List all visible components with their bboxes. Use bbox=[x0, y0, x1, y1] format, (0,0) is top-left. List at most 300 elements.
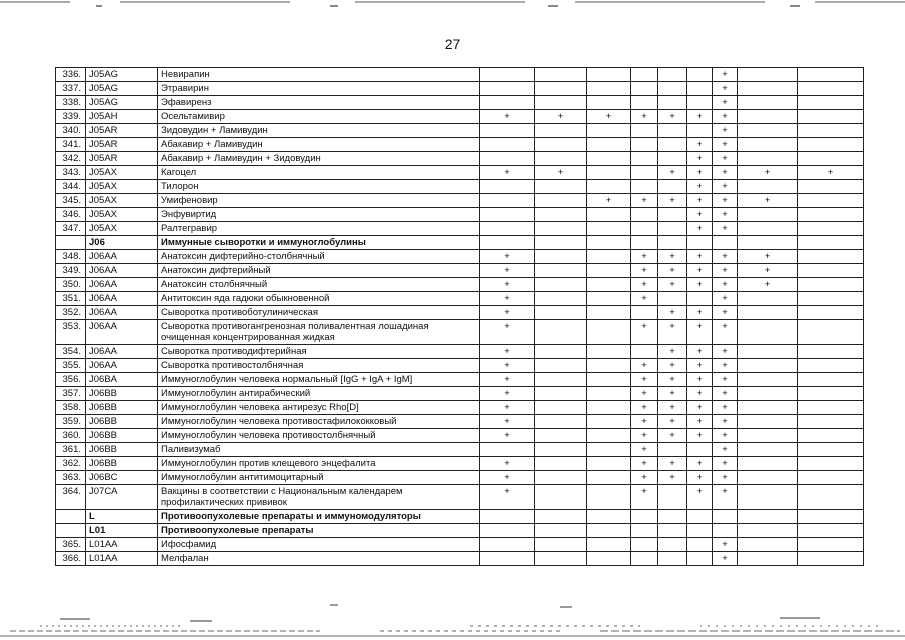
mark-cell bbox=[587, 429, 631, 443]
atc-code-cell: J05AR bbox=[86, 152, 158, 166]
row-number-cell: 354. bbox=[56, 345, 86, 359]
mark-cell bbox=[738, 485, 798, 510]
atc-code-cell: J06BB bbox=[86, 387, 158, 401]
atc-code-cell: J05AH bbox=[86, 110, 158, 124]
mark-cell bbox=[738, 457, 798, 471]
mark-cell: + bbox=[713, 110, 738, 124]
mark-cell bbox=[535, 68, 587, 82]
group-row bbox=[56, 524, 864, 538]
mark-cell: + bbox=[687, 264, 713, 278]
mark-cell bbox=[480, 194, 535, 208]
mark-cell bbox=[798, 278, 864, 292]
drug-name-cell: Сыворотка противостолбнячная bbox=[158, 359, 480, 373]
atc-code-cell: J06 bbox=[86, 236, 158, 250]
mark-cell bbox=[587, 387, 631, 401]
mark-cell bbox=[631, 138, 658, 152]
mark-cell bbox=[687, 510, 713, 524]
drug-name-cell: Невирапин bbox=[158, 68, 480, 82]
mark-cell bbox=[631, 538, 658, 552]
mark-cell bbox=[798, 387, 864, 401]
mark-cell bbox=[535, 429, 587, 443]
table-row bbox=[56, 68, 864, 82]
drug-name-cell: Анатоксин дифтерийно-столбнячный bbox=[158, 250, 480, 264]
mark-cell: + bbox=[480, 359, 535, 373]
mark-cell bbox=[687, 82, 713, 96]
mark-cell bbox=[587, 138, 631, 152]
mark-cell bbox=[798, 180, 864, 194]
mark-cell bbox=[631, 166, 658, 180]
mark-cell bbox=[713, 236, 738, 250]
mark-cell: + bbox=[738, 194, 798, 208]
mark-cell: + bbox=[631, 110, 658, 124]
table-row bbox=[56, 278, 864, 292]
mark-cell: + bbox=[738, 278, 798, 292]
mark-cell bbox=[658, 510, 687, 524]
mark-cell bbox=[480, 82, 535, 96]
mark-cell bbox=[713, 524, 738, 538]
mark-cell: + bbox=[713, 138, 738, 152]
mark-cell bbox=[587, 373, 631, 387]
mark-cell bbox=[535, 208, 587, 222]
atc-code-cell: J06AA bbox=[86, 264, 158, 278]
mark-cell: + bbox=[658, 306, 687, 320]
mark-cell: + bbox=[713, 152, 738, 166]
mark-cell bbox=[587, 124, 631, 138]
mark-cell bbox=[738, 306, 798, 320]
mark-cell bbox=[798, 401, 864, 415]
mark-cell bbox=[535, 538, 587, 552]
mark-cell bbox=[587, 510, 631, 524]
mark-cell bbox=[587, 485, 631, 510]
mark-cell bbox=[798, 194, 864, 208]
table-row bbox=[56, 194, 864, 208]
mark-cell: + bbox=[738, 166, 798, 180]
row-number-cell: 342. bbox=[56, 152, 86, 166]
mark-cell bbox=[480, 538, 535, 552]
mark-cell: + bbox=[713, 373, 738, 387]
atc-code-cell: J05AX bbox=[86, 166, 158, 180]
mark-cell: + bbox=[687, 306, 713, 320]
drug-name-cell: Умифеновир bbox=[158, 194, 480, 208]
row-number-cell: 344. bbox=[56, 180, 86, 194]
drug-name-cell: Иммуноглобулин против клещевого энцефалита bbox=[158, 457, 480, 471]
mark-cell bbox=[798, 82, 864, 96]
mark-cell bbox=[587, 524, 631, 538]
row-number-cell: 350. bbox=[56, 278, 86, 292]
mark-cell bbox=[687, 124, 713, 138]
mark-cell bbox=[798, 320, 864, 345]
atc-code-cell: J06AA bbox=[86, 250, 158, 264]
mark-cell: + bbox=[658, 457, 687, 471]
mark-cell bbox=[480, 524, 535, 538]
mark-cell bbox=[631, 236, 658, 250]
mark-cell bbox=[738, 110, 798, 124]
mark-cell: + bbox=[713, 166, 738, 180]
drug-name-cell: Иммуноглобулин человека противостафилококковый bbox=[158, 415, 480, 429]
atc-code-cell: J06AA bbox=[86, 320, 158, 345]
table-row bbox=[56, 180, 864, 194]
mark-cell bbox=[738, 68, 798, 82]
mark-cell: + bbox=[658, 250, 687, 264]
mark-cell: + bbox=[631, 443, 658, 457]
mark-cell bbox=[798, 359, 864, 373]
row-number-cell: 358. bbox=[56, 401, 86, 415]
mark-cell bbox=[658, 222, 687, 236]
drug-name-cell: Иммуноглобулин человека нормальный [IgG + IgA + IgM] bbox=[158, 373, 480, 387]
mark-cell bbox=[738, 345, 798, 359]
mark-cell bbox=[738, 208, 798, 222]
row-number-cell: 356. bbox=[56, 373, 86, 387]
table-row bbox=[56, 250, 864, 264]
table-row bbox=[56, 443, 864, 457]
mark-cell bbox=[535, 278, 587, 292]
row-number-cell: 347. bbox=[56, 222, 86, 236]
table-row bbox=[56, 373, 864, 387]
mark-cell bbox=[631, 96, 658, 110]
drug-name-cell: Энфувиртид bbox=[158, 208, 480, 222]
mark-cell bbox=[798, 292, 864, 306]
mark-cell: + bbox=[687, 387, 713, 401]
mark-cell bbox=[535, 82, 587, 96]
mark-cell bbox=[798, 138, 864, 152]
table-row bbox=[56, 110, 864, 124]
mark-cell bbox=[631, 552, 658, 566]
mark-cell bbox=[738, 292, 798, 306]
mark-cell bbox=[480, 152, 535, 166]
drug-name-cell: Тилорон bbox=[158, 180, 480, 194]
mark-cell bbox=[535, 443, 587, 457]
mark-cell bbox=[631, 306, 658, 320]
mark-cell bbox=[798, 510, 864, 524]
mark-cell: + bbox=[658, 264, 687, 278]
mark-cell bbox=[480, 510, 535, 524]
row-number-cell: 346. bbox=[56, 208, 86, 222]
mark-cell bbox=[658, 292, 687, 306]
mark-cell: + bbox=[587, 110, 631, 124]
mark-cell bbox=[587, 180, 631, 194]
drug-name-cell: Паливизумаб bbox=[158, 443, 480, 457]
mark-cell bbox=[658, 552, 687, 566]
mark-cell: + bbox=[713, 429, 738, 443]
mark-cell: + bbox=[687, 194, 713, 208]
mark-cell: + bbox=[480, 345, 535, 359]
mark-cell bbox=[535, 320, 587, 345]
mark-cell bbox=[798, 208, 864, 222]
mark-cell bbox=[687, 68, 713, 82]
drug-name-cell: Эфавиренз bbox=[158, 96, 480, 110]
mark-cell bbox=[713, 510, 738, 524]
mark-cell bbox=[587, 250, 631, 264]
atc-code-cell: J05AG bbox=[86, 68, 158, 82]
mark-cell: + bbox=[535, 110, 587, 124]
atc-code-cell: J06BA bbox=[86, 373, 158, 387]
mark-cell: + bbox=[713, 194, 738, 208]
mark-cell bbox=[738, 373, 798, 387]
mark-cell bbox=[798, 68, 864, 82]
mark-cell bbox=[587, 538, 631, 552]
mark-cell bbox=[658, 68, 687, 82]
group-title-cell: Противоопухолевые препараты bbox=[158, 524, 480, 538]
drug-name-cell: Анатоксин столбнячный bbox=[158, 278, 480, 292]
mark-cell: + bbox=[713, 250, 738, 264]
drug-name-cell: Иммуноглобулин человека антирезус Rho[D] bbox=[158, 401, 480, 415]
mark-cell: + bbox=[687, 471, 713, 485]
mark-cell: + bbox=[713, 471, 738, 485]
mark-cell bbox=[687, 524, 713, 538]
row-number-cell: 352. bbox=[56, 306, 86, 320]
mark-cell bbox=[535, 236, 587, 250]
mark-cell bbox=[738, 429, 798, 443]
mark-cell: + bbox=[658, 345, 687, 359]
row-number-cell: 340. bbox=[56, 124, 86, 138]
drug-name-cell: Осельтамивир bbox=[158, 110, 480, 124]
drug-name-cell: Сыворотка противогангренозная поливалентная лошадиная очищенная концентрированная жидкая bbox=[158, 320, 480, 345]
mark-cell bbox=[687, 552, 713, 566]
mark-cell: + bbox=[687, 180, 713, 194]
mark-cell: + bbox=[687, 345, 713, 359]
table-row bbox=[56, 292, 864, 306]
mark-cell bbox=[535, 524, 587, 538]
atc-code-cell: J05AG bbox=[86, 82, 158, 96]
mark-cell bbox=[587, 68, 631, 82]
mark-cell bbox=[687, 538, 713, 552]
mark-cell bbox=[535, 510, 587, 524]
mark-cell: + bbox=[631, 401, 658, 415]
mark-cell bbox=[798, 124, 864, 138]
table-row bbox=[56, 415, 864, 429]
mark-cell: + bbox=[631, 471, 658, 485]
row-number-cell: 362. bbox=[56, 457, 86, 471]
mark-cell bbox=[587, 306, 631, 320]
mark-cell: + bbox=[713, 222, 738, 236]
mark-cell bbox=[738, 138, 798, 152]
mark-cell bbox=[587, 401, 631, 415]
atc-code-cell: J06AA bbox=[86, 278, 158, 292]
mark-cell bbox=[535, 373, 587, 387]
mark-cell: + bbox=[687, 320, 713, 345]
table-row bbox=[56, 485, 864, 510]
mark-cell: + bbox=[713, 124, 738, 138]
drug-name-cell: Этравирин bbox=[158, 82, 480, 96]
table-row bbox=[56, 387, 864, 401]
drug-name-cell: Абакавир + Ламивудин bbox=[158, 138, 480, 152]
mark-cell bbox=[587, 82, 631, 96]
mark-cell: + bbox=[713, 264, 738, 278]
mark-cell: + bbox=[658, 278, 687, 292]
mark-cell: + bbox=[658, 387, 687, 401]
mark-cell bbox=[535, 471, 587, 485]
row-number-cell: 360. bbox=[56, 429, 86, 443]
table-row bbox=[56, 208, 864, 222]
mark-cell bbox=[587, 359, 631, 373]
table-row bbox=[56, 124, 864, 138]
mark-cell bbox=[658, 124, 687, 138]
group-row bbox=[56, 236, 864, 250]
mark-cell: + bbox=[631, 359, 658, 373]
atc-code-cell: J06BC bbox=[86, 471, 158, 485]
mark-cell bbox=[587, 552, 631, 566]
mark-cell: + bbox=[687, 208, 713, 222]
table-row bbox=[56, 222, 864, 236]
mark-cell bbox=[658, 152, 687, 166]
atc-code-cell: J05AX bbox=[86, 194, 158, 208]
row-number-cell bbox=[56, 510, 86, 524]
mark-cell: + bbox=[480, 401, 535, 415]
mark-cell: + bbox=[687, 373, 713, 387]
atc-code-cell: J06BB bbox=[86, 443, 158, 457]
mark-cell bbox=[798, 96, 864, 110]
group-title-cell: Противоопухолевые препараты и иммуномодуляторы bbox=[158, 510, 480, 524]
mark-cell bbox=[738, 471, 798, 485]
drug-table bbox=[55, 67, 864, 566]
mark-cell bbox=[658, 96, 687, 110]
mark-cell: + bbox=[480, 415, 535, 429]
row-number-cell: 341. bbox=[56, 138, 86, 152]
mark-cell bbox=[798, 306, 864, 320]
row-number-cell: 336. bbox=[56, 68, 86, 82]
mark-cell bbox=[587, 415, 631, 429]
mark-cell: + bbox=[631, 429, 658, 443]
row-number-cell: 348. bbox=[56, 250, 86, 264]
mark-cell: + bbox=[687, 429, 713, 443]
mark-cell bbox=[738, 96, 798, 110]
mark-cell bbox=[587, 264, 631, 278]
drug-name-cell: Зидовудин + Ламивудин bbox=[158, 124, 480, 138]
mark-cell: + bbox=[713, 387, 738, 401]
mark-cell: + bbox=[631, 373, 658, 387]
mark-cell bbox=[535, 415, 587, 429]
mark-cell bbox=[587, 471, 631, 485]
row-number-cell: 345. bbox=[56, 194, 86, 208]
mark-cell: + bbox=[480, 429, 535, 443]
mark-cell bbox=[658, 443, 687, 457]
mark-cell: + bbox=[658, 429, 687, 443]
mark-cell: + bbox=[687, 457, 713, 471]
table-row bbox=[56, 138, 864, 152]
mark-cell bbox=[535, 306, 587, 320]
mark-cell bbox=[658, 538, 687, 552]
table-row bbox=[56, 359, 864, 373]
mark-cell bbox=[631, 345, 658, 359]
mark-cell: + bbox=[631, 278, 658, 292]
mark-cell: + bbox=[713, 320, 738, 345]
drug-name-cell: Сыворотка противодифтерийная bbox=[158, 345, 480, 359]
mark-cell bbox=[535, 96, 587, 110]
table-row bbox=[56, 320, 864, 345]
mark-cell bbox=[798, 524, 864, 538]
mark-cell: + bbox=[713, 82, 738, 96]
mark-cell: + bbox=[713, 345, 738, 359]
mark-cell bbox=[480, 236, 535, 250]
mark-cell: + bbox=[587, 194, 631, 208]
mark-cell: + bbox=[631, 320, 658, 345]
mark-cell bbox=[798, 373, 864, 387]
atc-code-cell: J06BB bbox=[86, 457, 158, 471]
mark-cell bbox=[535, 152, 587, 166]
table-row bbox=[56, 538, 864, 552]
scan-bottom-artifacts bbox=[0, 600, 905, 640]
mark-cell bbox=[480, 222, 535, 236]
mark-cell bbox=[738, 236, 798, 250]
atc-code-cell: J07CA bbox=[86, 485, 158, 510]
mark-cell bbox=[738, 359, 798, 373]
mark-cell bbox=[480, 180, 535, 194]
mark-cell bbox=[587, 278, 631, 292]
mark-cell bbox=[480, 443, 535, 457]
mark-cell: + bbox=[658, 359, 687, 373]
mark-cell bbox=[798, 236, 864, 250]
mark-cell bbox=[798, 538, 864, 552]
mark-cell: + bbox=[480, 264, 535, 278]
mark-cell: + bbox=[480, 292, 535, 306]
mark-cell bbox=[658, 524, 687, 538]
mark-cell: + bbox=[713, 292, 738, 306]
mark-cell bbox=[480, 124, 535, 138]
mark-cell: + bbox=[687, 359, 713, 373]
row-number-cell: 364. bbox=[56, 485, 86, 510]
mark-cell bbox=[738, 401, 798, 415]
row-number-cell: 359. bbox=[56, 415, 86, 429]
mark-cell bbox=[535, 180, 587, 194]
drug-name-cell: Анатоксин дифтерийный bbox=[158, 264, 480, 278]
mark-cell bbox=[587, 236, 631, 250]
mark-cell: + bbox=[687, 485, 713, 510]
mark-cell: + bbox=[480, 306, 535, 320]
mark-cell: + bbox=[687, 138, 713, 152]
atc-code-cell: J06AA bbox=[86, 292, 158, 306]
mark-cell bbox=[798, 415, 864, 429]
mark-cell bbox=[738, 82, 798, 96]
mark-cell bbox=[631, 208, 658, 222]
mark-cell bbox=[535, 401, 587, 415]
atc-code-cell: J05AX bbox=[86, 180, 158, 194]
mark-cell bbox=[658, 236, 687, 250]
mark-cell: + bbox=[713, 401, 738, 415]
mark-cell: + bbox=[658, 320, 687, 345]
mark-cell: + bbox=[687, 110, 713, 124]
mark-cell bbox=[587, 443, 631, 457]
mark-cell: + bbox=[631, 194, 658, 208]
drug-name-cell: Вакцины в соответствии с Национальным календарем профилактических прививок bbox=[158, 485, 480, 510]
mark-cell: + bbox=[713, 457, 738, 471]
mark-cell bbox=[798, 222, 864, 236]
atc-code-cell: L01AA bbox=[86, 538, 158, 552]
atc-code-cell: J05AG bbox=[86, 96, 158, 110]
row-number-cell bbox=[56, 524, 86, 538]
mark-cell bbox=[738, 387, 798, 401]
mark-cell bbox=[738, 124, 798, 138]
table-row bbox=[56, 152, 864, 166]
drug-name-cell: Иммуноглобулин антирабический bbox=[158, 387, 480, 401]
table-row bbox=[56, 82, 864, 96]
mark-cell bbox=[535, 359, 587, 373]
table-row bbox=[56, 552, 864, 566]
row-number-cell: 361. bbox=[56, 443, 86, 457]
scan-top-artifacts bbox=[0, 0, 905, 14]
mark-cell bbox=[587, 96, 631, 110]
row-number-cell: 355. bbox=[56, 359, 86, 373]
atc-code-cell: J05AR bbox=[86, 124, 158, 138]
mark-cell: + bbox=[480, 110, 535, 124]
mark-cell: + bbox=[687, 401, 713, 415]
mark-cell bbox=[738, 552, 798, 566]
mark-cell: + bbox=[480, 278, 535, 292]
mark-cell bbox=[738, 415, 798, 429]
drug-name-cell: Иммуноглобулин антитимоцитарный bbox=[158, 471, 480, 485]
mark-cell bbox=[535, 457, 587, 471]
mark-cell bbox=[480, 96, 535, 110]
table-row bbox=[56, 166, 864, 180]
